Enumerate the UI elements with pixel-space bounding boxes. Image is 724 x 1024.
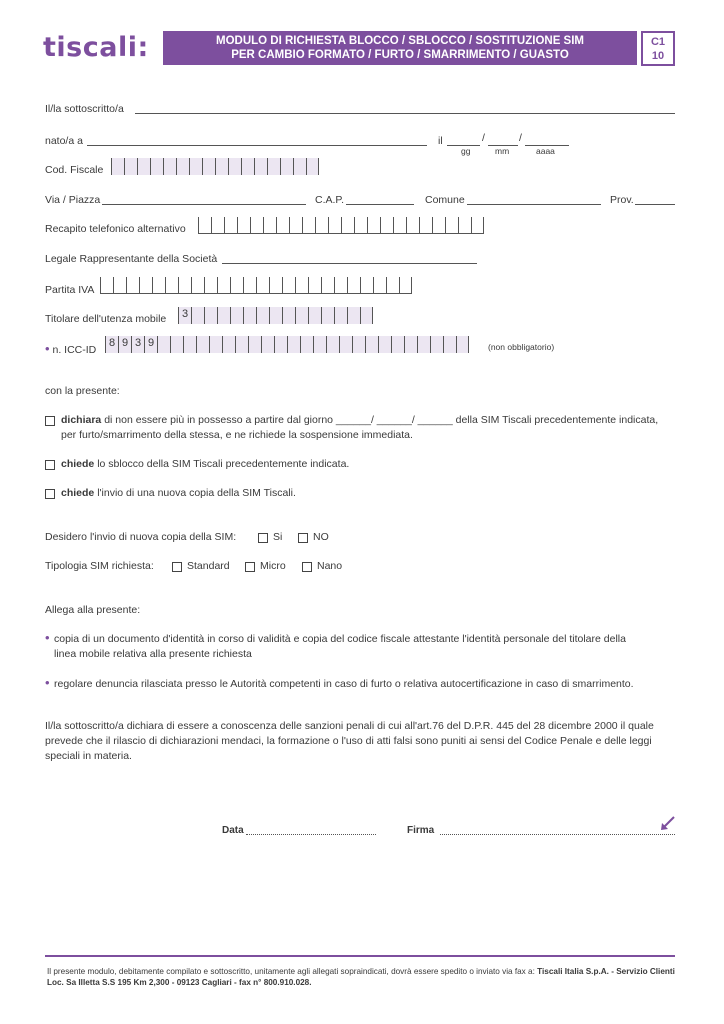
date-sep-2: / <box>519 132 522 144</box>
char-box[interactable] <box>211 217 224 234</box>
char-box[interactable] <box>367 217 380 234</box>
standard-label: Standard <box>187 560 230 572</box>
data-label: Data <box>222 825 244 836</box>
char-box[interactable] <box>406 217 419 234</box>
char-box[interactable] <box>302 217 315 234</box>
chiede-copia-option <box>61 486 296 501</box>
icc-label-row <box>45 341 96 356</box>
char-box[interactable] <box>274 336 287 353</box>
no-label: NO <box>313 531 329 543</box>
nano-label: Nano <box>317 560 343 572</box>
char-box[interactable] <box>308 307 321 324</box>
allega-label: Allega alla presente: <box>45 604 141 616</box>
char-box[interactable] <box>282 277 295 294</box>
dichiarazione-line3: speciali in materia. <box>45 750 132 762</box>
char-box[interactable] <box>256 277 269 294</box>
char-box[interactable] <box>289 217 302 234</box>
char-box[interactable] <box>443 336 456 353</box>
char-box[interactable] <box>419 217 432 234</box>
si-checkbox[interactable] <box>258 533 268 543</box>
char-box[interactable] <box>404 336 417 353</box>
char-box[interactable] <box>365 336 378 353</box>
char-box[interactable] <box>352 336 365 353</box>
aaaa-hint: aaaa <box>536 146 555 156</box>
standard-checkbox[interactable] <box>172 562 182 572</box>
form-title-line1: MODULO DI RICHIESTA BLOCCO / SBLOCCO / SOSTITUZIONE SIM <box>216 35 584 47</box>
char-box[interactable] <box>321 277 334 294</box>
titolare-label: Titolare dell'utenza mobile <box>45 313 167 325</box>
char-box[interactable] <box>165 277 178 294</box>
char-box[interactable] <box>250 217 263 234</box>
no-checkbox[interactable] <box>298 533 308 543</box>
partita-iva-boxes[interactable] <box>100 277 412 294</box>
char-box[interactable] <box>256 307 269 324</box>
data-field[interactable] <box>246 834 376 835</box>
char-box[interactable] <box>217 277 230 294</box>
desidero-label: Desidero l'invio di nuova copia della SIM: <box>45 531 237 543</box>
cod-fiscale-label: Cod. Fiscale <box>45 164 104 176</box>
dichiara-checkbox[interactable] <box>45 416 55 426</box>
dichiara-line1 <box>61 413 675 428</box>
char-box[interactable] <box>269 277 282 294</box>
char-box[interactable] <box>315 217 328 234</box>
chiede-sblocco-checkbox[interactable] <box>45 460 55 470</box>
char-box[interactable]: 9 <box>144 336 157 353</box>
char-box[interactable] <box>456 336 469 353</box>
icc-boxes[interactable] <box>105 336 469 353</box>
mm-hint: mm <box>495 146 510 156</box>
char-box[interactable] <box>196 336 209 353</box>
char-box[interactable] <box>209 336 222 353</box>
char-box[interactable] <box>276 217 289 234</box>
char-box[interactable] <box>308 277 321 294</box>
allega2-text: regolare denuncia rilasciata presso le Autorità competenti in caso di furto o relativa autocertificazione in caso di smarrimento. <box>54 678 634 690</box>
firma-label: Firma <box>407 825 435 836</box>
prov-label: Prov. <box>610 194 634 206</box>
allega1-text <box>54 632 674 662</box>
si-label: Si <box>273 531 283 543</box>
prov-field[interactable] <box>635 204 675 205</box>
cap-label: C.A.P. <box>315 194 344 206</box>
form-code-line2: 10 <box>651 50 665 62</box>
char-box[interactable] <box>243 307 256 324</box>
chiede-copia-text: l'invio di una nuova copia della SIM Tiscali. <box>97 487 296 499</box>
form-title <box>163 31 637 65</box>
char-box[interactable] <box>295 307 308 324</box>
form-code <box>641 31 675 66</box>
char-box[interactable] <box>139 277 152 294</box>
char-box[interactable] <box>126 277 139 294</box>
nato-label: nato/a a <box>45 135 83 147</box>
char-box[interactable] <box>393 217 406 234</box>
char-box[interactable] <box>204 307 217 324</box>
dichiarazione-line1: Il/la sottoscritto/a dichiara di essere a conoscenza delle sanzioni penali di cui all'art.76 del D.P.R. 445 del 28 dicembre 2000 il quale <box>45 720 654 732</box>
micro-checkbox[interactable] <box>245 562 255 572</box>
char-box[interactable] <box>306 158 319 175</box>
cap-field[interactable] <box>346 204 414 205</box>
char-box[interactable] <box>191 307 204 324</box>
char-box[interactable] <box>191 277 204 294</box>
tiscali-logo: tiscali: <box>43 32 149 63</box>
dichiara-option <box>61 413 675 443</box>
firma-field[interactable] <box>440 834 675 835</box>
con-la-presente: con la presente: <box>45 385 120 397</box>
char-box[interactable] <box>150 158 163 175</box>
allega1-bullet: • <box>45 630 50 645</box>
footer-address: Loc. Sa Illetta S.S 195 Km 2,300 - 09123 Cagliari - fax n° 800.910.028. <box>47 978 312 987</box>
legale-field[interactable] <box>222 263 477 264</box>
char-box[interactable] <box>176 158 189 175</box>
dichiarazione-line2: prevede che il rilascio di dichiarazioni mendaci, la formazione o l'uso di atti falsi sono puniti ai sensi del Codice Penale e delle leggi <box>45 735 652 747</box>
char-box[interactable] <box>157 336 170 353</box>
char-box[interactable] <box>183 336 196 353</box>
form-title-line2: PER CAMBIO FORMATO / FURTO / SMARRIMENTO / GUASTO <box>231 49 569 61</box>
char-box[interactable] <box>100 277 113 294</box>
char-box[interactable] <box>263 217 276 234</box>
char-box[interactable] <box>269 307 282 324</box>
char-box[interactable] <box>235 336 248 353</box>
tipologia-label: Tipologia SIM richiesta: <box>45 560 154 572</box>
chiede-sblocco-option <box>61 457 349 472</box>
char-box[interactable] <box>417 336 430 353</box>
char-box[interactable] <box>124 158 137 175</box>
char-box[interactable] <box>261 336 274 353</box>
icc-label: n. ICC-ID <box>52 344 97 356</box>
char-box[interactable] <box>378 336 391 353</box>
char-box[interactable] <box>347 307 360 324</box>
char-box[interactable] <box>313 336 326 353</box>
via-label: Via / Piazza <box>45 194 101 206</box>
char-box[interactable]: 3 <box>131 336 144 353</box>
partita-iva-label: Partita IVA <box>45 284 95 296</box>
char-box[interactable] <box>373 277 386 294</box>
allega1-line2: linea mobile relativa alla presente richiesta <box>54 648 252 660</box>
char-box[interactable] <box>189 158 202 175</box>
nano-checkbox[interactable] <box>302 562 312 572</box>
char-box[interactable] <box>241 158 254 175</box>
dichiara-text2: per furto/smarrimento della stessa, e ne richiede la sospensione immediata. <box>61 429 413 441</box>
il-label: il <box>438 135 443 147</box>
chiede-sblocco-bold: chiede <box>61 458 95 470</box>
char-box[interactable] <box>326 336 339 353</box>
footer-note <box>47 966 677 988</box>
char-box[interactable] <box>163 158 176 175</box>
sign-here-arrow-icon <box>660 815 676 831</box>
dichiara-bold: dichiara <box>61 414 102 426</box>
footer-recipient: Tiscali Italia S.p.A. - Servizio Clienti <box>537 967 675 976</box>
char-box[interactable] <box>471 217 484 234</box>
icc-note: (non obbligatorio) <box>488 342 555 352</box>
allega2-bullet: • <box>45 675 50 690</box>
comune-field[interactable] <box>467 204 601 205</box>
form-code-line1: C1 <box>650 36 666 48</box>
recapito-label: Recapito telefonico alternativo <box>45 223 186 235</box>
dichiarazione-paragraph <box>45 719 677 764</box>
char-box[interactable]: 3 <box>178 307 191 324</box>
recapito-boxes[interactable] <box>198 217 484 234</box>
char-box[interactable] <box>230 277 243 294</box>
titolare-boxes[interactable] <box>178 307 373 324</box>
chiede-copia-checkbox[interactable] <box>45 489 55 499</box>
char-box[interactable] <box>282 307 295 324</box>
char-box[interactable] <box>295 277 308 294</box>
footer-text: Il presente modulo, debitamente compilato e sottoscritto, unitamente agli allegati sopraindicati, dovrà essere spedito o inviato via fax a: <box>47 967 538 976</box>
char-box[interactable] <box>224 217 237 234</box>
char-box[interactable] <box>339 336 352 353</box>
char-box[interactable] <box>391 336 404 353</box>
footer-divider <box>45 955 675 957</box>
char-box[interactable] <box>204 277 217 294</box>
char-box[interactable] <box>380 217 393 234</box>
chiede-sblocco-text: lo sblocco della SIM Tiscali precedentemente indicata. <box>97 458 350 470</box>
dichiara-text1: di non essere più in possesso a partire dal giorno ______/ ______/ ______ della SIM Tiscali precedentemente indicata, <box>104 414 659 426</box>
char-box[interactable]: 8 <box>105 336 118 353</box>
char-box[interactable] <box>215 158 228 175</box>
char-box[interactable] <box>300 336 313 353</box>
micro-label: Micro <box>260 560 286 572</box>
icc-bullet: • <box>45 341 50 356</box>
char-box[interactable] <box>137 158 150 175</box>
date-sep-1: / <box>482 132 485 144</box>
char-box[interactable] <box>334 307 347 324</box>
luogo-nascita-field[interactable] <box>87 145 427 146</box>
char-box[interactable] <box>360 277 373 294</box>
char-box[interactable] <box>111 158 124 175</box>
char-box[interactable] <box>341 217 354 234</box>
chiede-copia-bold: chiede <box>61 487 95 499</box>
char-box[interactable] <box>334 277 347 294</box>
cod-fiscale-boxes[interactable] <box>111 158 319 175</box>
char-box[interactable] <box>430 336 443 353</box>
gg-hint: gg <box>461 146 471 156</box>
legale-label: Legale Rappresentante della Società <box>45 253 218 265</box>
char-box[interactable] <box>328 217 341 234</box>
char-box[interactable] <box>113 277 126 294</box>
char-box[interactable] <box>321 307 334 324</box>
sottoscritto-label: Il/la sottoscritto/a <box>45 103 124 115</box>
char-box[interactable] <box>228 158 241 175</box>
char-box[interactable] <box>230 307 243 324</box>
char-box[interactable] <box>399 277 412 294</box>
char-box[interactable] <box>360 307 373 324</box>
char-box[interactable] <box>178 277 191 294</box>
char-box[interactable] <box>217 307 230 324</box>
char-box[interactable] <box>202 158 215 175</box>
char-box[interactable] <box>198 217 211 234</box>
char-box[interactable] <box>222 336 235 353</box>
char-box[interactable] <box>243 277 256 294</box>
comune-label: Comune <box>425 194 465 206</box>
char-box[interactable] <box>432 217 445 234</box>
char-box[interactable] <box>248 336 261 353</box>
allega1-line1: copia di un documento d'identità in corso di validità e copia del codice fiscale attestante l'identità personale del titolare della <box>54 633 626 645</box>
char-box[interactable] <box>458 217 471 234</box>
sottoscritto-field[interactable] <box>135 113 675 114</box>
char-box[interactable] <box>445 217 458 234</box>
char-box[interactable] <box>267 158 280 175</box>
char-box[interactable] <box>347 277 360 294</box>
char-box[interactable] <box>386 277 399 294</box>
char-box[interactable] <box>170 336 183 353</box>
char-box[interactable] <box>293 158 306 175</box>
char-box[interactable] <box>254 158 267 175</box>
char-box[interactable] <box>237 217 250 234</box>
char-box[interactable] <box>152 277 165 294</box>
char-box[interactable] <box>354 217 367 234</box>
char-box[interactable] <box>280 158 293 175</box>
via-field[interactable] <box>102 204 306 205</box>
char-box[interactable]: 9 <box>118 336 131 353</box>
char-box[interactable] <box>287 336 300 353</box>
